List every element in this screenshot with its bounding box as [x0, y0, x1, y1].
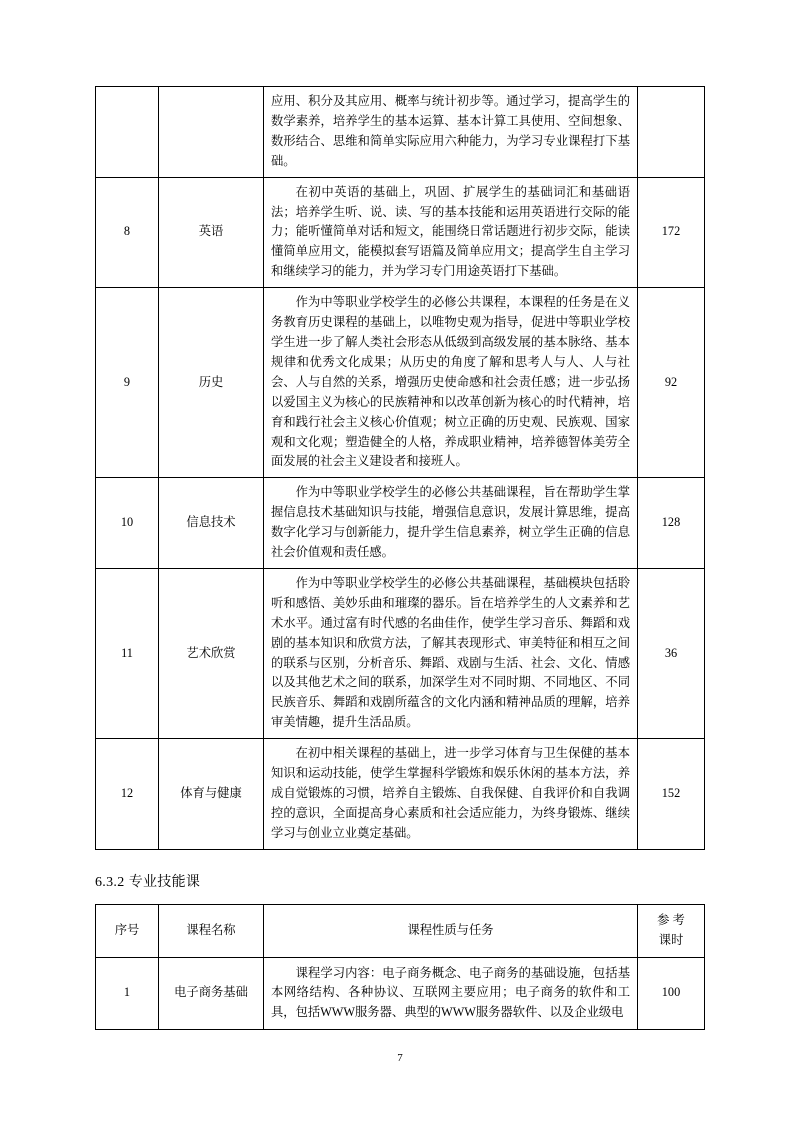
row-description: [264, 478, 638, 569]
table-row: [96, 87, 705, 178]
table-row: [96, 739, 705, 850]
row-description: [264, 288, 638, 478]
row-hours: 172: [638, 177, 705, 288]
row-course-name: 体育与健康: [159, 739, 264, 850]
table-row: [96, 568, 705, 738]
row-number: 8: [96, 177, 159, 288]
page-number: 7: [397, 1052, 403, 1064]
row-course-name: 英语: [159, 177, 264, 288]
header-hours-line2: 课时: [658, 932, 684, 947]
row-number: [96, 87, 159, 178]
row-description: [264, 739, 638, 850]
header-hours-line1: 参 考: [657, 912, 685, 927]
table-row: [96, 957, 705, 1030]
table-row: [96, 478, 705, 569]
row-hours: 92: [638, 288, 705, 478]
row-description: [264, 87, 638, 178]
row-number: 11: [96, 568, 159, 738]
header-course-name: 课程名称: [159, 904, 264, 957]
section-title-text: 专业技能课: [128, 872, 201, 889]
row-description-text: 课程学习内容：电子商务概念、电子商务的基础设施，包括基本网络结构、各种协议、互联网主要应用；电子商务的软件和工具，包括WWW服务器、典型的WWW服务器软件、以及企业级电: [271, 965, 630, 1020]
row-description: [264, 957, 638, 1030]
row-hours: 128: [638, 478, 705, 569]
row-description-text: 作为中等职业学校学生的必修公共基础课程，基础模块包括聆听和感悟、美妙乐曲和璀璨的器乐。旨在培养学生的人文素养和艺术水平。通过富有时代感的名曲佳作，使学生学习音乐、舞蹈和戏剧的基本知识和欣赏方法，了解其表现形式、审美特征和相互之间的联系与区别，分析音乐、舞蹈、戏剧与生活、社会、文化、情感以及其他艺术之间的联系，加深学生对不同时期、不同地区、不同民族音乐、舞蹈和戏剧所蕴含的文化内涵和精神品质的理解，培养审美情趣，提升生活品质。: [271, 575, 630, 730]
row-course-name: 艺术欣赏: [159, 568, 264, 738]
row-description-text: 在初中英语的基础上，巩固、扩展学生的基础词汇和基础语法；培养学生听、说、读、写的基本技能和运用英语进行交际的能力；能听懂简单对话和短文，能围绕日常话题进行初步交际，能读懂简单应用文，能模拟套写语篇及简单应用文；提高学生自主学习和继续学习的能力，并为学习专门用途英语打下基础。: [271, 184, 630, 279]
row-description: [264, 177, 638, 288]
header-hours: [638, 904, 705, 957]
table-row: [96, 177, 705, 288]
section-heading: [95, 871, 705, 891]
table-row: [96, 288, 705, 478]
row-description-text: 应用、积分及其应用、概率与统计初步等。通过学习，提高学生的数学素养，培养学生的基本运算、基本计算工具使用、空间想象、数形结合、思维和简单实际应用六种能力，为学习专业课程打下基础。: [271, 94, 630, 168]
row-course-name: 电子商务基础: [159, 957, 264, 1030]
row-course-name: 信息技术: [159, 478, 264, 569]
row-number: 10: [96, 478, 159, 569]
row-course-name: 历史: [159, 288, 264, 478]
row-number: 1: [96, 957, 159, 1030]
row-hours: 152: [638, 739, 705, 850]
row-number: 9: [96, 288, 159, 478]
row-hours: 100: [638, 957, 705, 1030]
table-header-row: [96, 904, 705, 957]
row-description-text: 作为中等职业学校学生的必修公共课程，本课程的任务是在义务教育历史课程的基础上，以唯物史观为指导，促进中等职业学校学生进一步了解人类社会形态从低级到高级发展的基本脉络、基本规律和优秀文化成果；从历史的角度了解和思考人与人、人与社会、人与自然的关系，增强历史使命感和社会责任感；进一步弘扬以爱国主义为核心的民族精神和以改革创新为核心的时代精神，培育和践行社会主义核心价值观；树立正确的历史观、民族观、国家观和文化观；塑造健全的人格，养成职业精神，培养德智体美劳全面发展的社会主义建设者和接班人。: [271, 295, 630, 469]
row-course-name: [159, 87, 264, 178]
row-description-text: 在初中相关课程的基础上，进一步学习体育与卫生保健的基本知识和运动技能，使学生掌握科学锻炼和娱乐休闲的基本方法，养成自觉锻炼的习惯，培养自主锻炼、自我保健、自我评价和自我调控的意识，全面提高身心素质和社会适应能力，为终身锻炼、继续学习与创业立业奠定基础。: [271, 746, 630, 840]
page-content: [95, 86, 705, 1030]
row-description: [264, 568, 638, 738]
skill-courses-table: [95, 904, 705, 1031]
row-hours: [638, 87, 705, 178]
header-number: 序号: [96, 904, 159, 957]
row-hours: 36: [638, 568, 705, 738]
section-number: 6.3.2: [95, 874, 125, 890]
header-description: 课程性质与任务: [264, 904, 638, 957]
row-description-text: 作为中等职业学校学生的必修公共基础课程，旨在帮助学生掌握信息技术基础知识与技能，增强信息意识，发展计算思维，提高数字化学习与创新能力，提升学生信息素养，树立学生正确的信息社会价值观和责任感。: [271, 485, 630, 560]
public-courses-table: [95, 86, 705, 850]
row-number: 12: [96, 739, 159, 850]
